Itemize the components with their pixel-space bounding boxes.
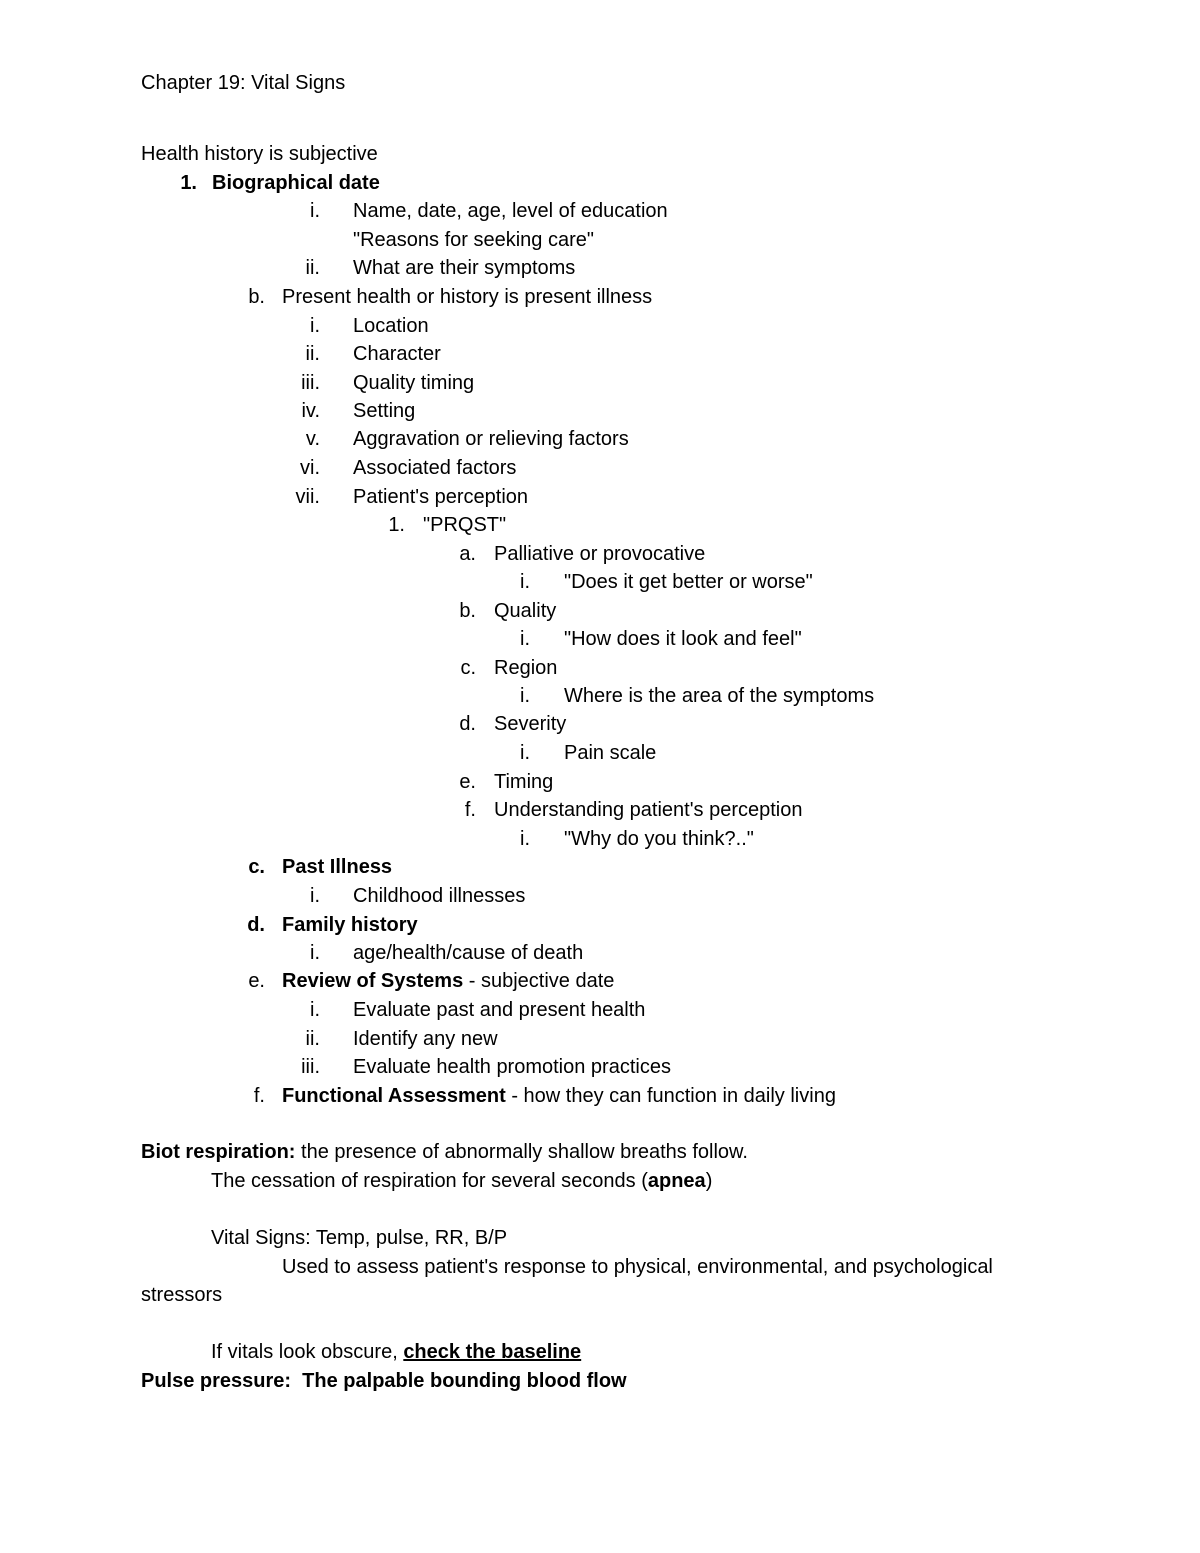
list-item: Evaluate health promotion practices [353,1056,671,1078]
section-heading-review-of-systems: Review of Systems [282,970,464,992]
list-item: age/health/cause of death [353,942,584,964]
list-marker: ii. [305,1028,320,1050]
pulse-pressure-line: Pulse pressure: The palpable bounding blood flow [141,1370,627,1392]
list-item: Name, date, age, level of education [353,200,668,222]
list-marker: d. [459,713,476,735]
list-marker: i. [310,200,320,222]
list-item: Identify any new [353,1028,498,1050]
list-marker: ii. [305,343,320,365]
list-item: Setting [353,400,416,422]
list-marker: d. [247,914,265,936]
section-heading-biographical: Biographical date [212,172,380,194]
list-item: Quality [494,600,557,622]
vitals-obscure-text: If vitals look obscure, [211,1341,404,1363]
document-title: Chapter 19: Vital Signs [141,72,346,94]
biot-definition-text: the presence of abnormally shallow breaths follow. [295,1141,748,1163]
section-heading-family-history: Family history [282,914,418,936]
list-marker: iii. [301,1056,320,1078]
list-marker: b. [248,286,265,308]
list-item: Quality timing [353,372,475,394]
check-baseline-text: check the baseline [403,1341,582,1363]
list-item: "Reasons for seeking care" [353,229,594,251]
list-marker: vii. [295,486,320,508]
vital-signs-line: Vital Signs: Temp, pulse, RR, B/P [211,1227,508,1249]
list-marker: i. [520,628,530,650]
list-marker: c. [248,856,265,878]
list-marker: vi. [300,457,320,479]
list-item: Aggravation or relieving factors [353,428,629,450]
list-item: Evaluate past and present health [353,999,646,1021]
section-review-of-systems [282,969,614,993]
list-marker: e. [459,771,476,793]
list-marker: f. [253,1085,265,1107]
vital-signs-used-line-cont: stressors [141,1284,223,1306]
list-item: "How does it look and feel" [564,628,802,650]
list-marker: i. [310,885,320,907]
list-item: Where is the area of the symptoms [564,685,875,707]
section-suffix: - subjective date [463,970,615,992]
list-item: Severity [494,713,567,735]
list-item: Region [494,657,558,679]
list-item: What are their symptoms [353,257,576,279]
section-suffix: - how they can function in daily living [505,1085,836,1107]
biot-line2-close: ) [705,1170,713,1192]
list-marker: i. [520,742,530,764]
list-marker: iii. [301,372,320,394]
list-marker: a. [459,543,476,565]
biot-definition [141,1140,748,1164]
biot-term: Biot respiration: [141,1141,296,1163]
list-marker: i. [310,999,320,1021]
apnea-term: apnea [647,1170,706,1192]
list-item: Palliative or provocative [494,543,706,565]
list-item: Childhood illnesses [353,885,526,907]
list-item: Pain scale [564,742,657,764]
intro-text: Health history is subjective [141,143,378,165]
list-marker: i. [520,571,530,593]
list-item: "Does it get better or worse" [564,571,813,593]
list-marker: i. [520,828,530,850]
vitals-obscure-line [211,1340,581,1364]
list-item: Character [353,343,441,365]
list-marker: i. [520,685,530,707]
list-marker: c. [460,657,476,679]
vital-signs-used-line: Used to assess patient's response to physical, environmental, and psychological [282,1256,993,1278]
section-functional-assessment [282,1084,836,1108]
list-item: "Why do you think?.." [564,828,754,850]
list-marker: f. [464,799,476,821]
section-heading-functional-assessment: Functional Assessment [282,1085,506,1107]
biot-apnea-line [211,1169,712,1193]
list-marker: iv. [301,400,320,422]
list-item: Understanding patient's perception [494,799,803,821]
list-marker: 1. [180,172,197,194]
list-marker: ii. [305,257,320,279]
section-heading-present-health: Present health or history is present illness [282,286,653,308]
list-marker: v. [305,428,320,450]
list-marker: 1. [388,514,405,536]
prqst-heading: "PRQST" [423,514,507,536]
list-marker: e. [248,970,265,992]
list-item: Patient's perception [353,486,529,508]
section-heading-past-illness: Past Illness [282,856,393,878]
biot-line2-text: The cessation of respiration for several seconds ( [211,1170,648,1192]
list-item: Timing [494,771,554,793]
list-item: Location [353,315,429,337]
list-marker: b. [459,600,476,622]
list-item: Associated factors [353,457,517,479]
list-marker: i. [310,942,320,964]
list-marker: i. [310,315,320,337]
